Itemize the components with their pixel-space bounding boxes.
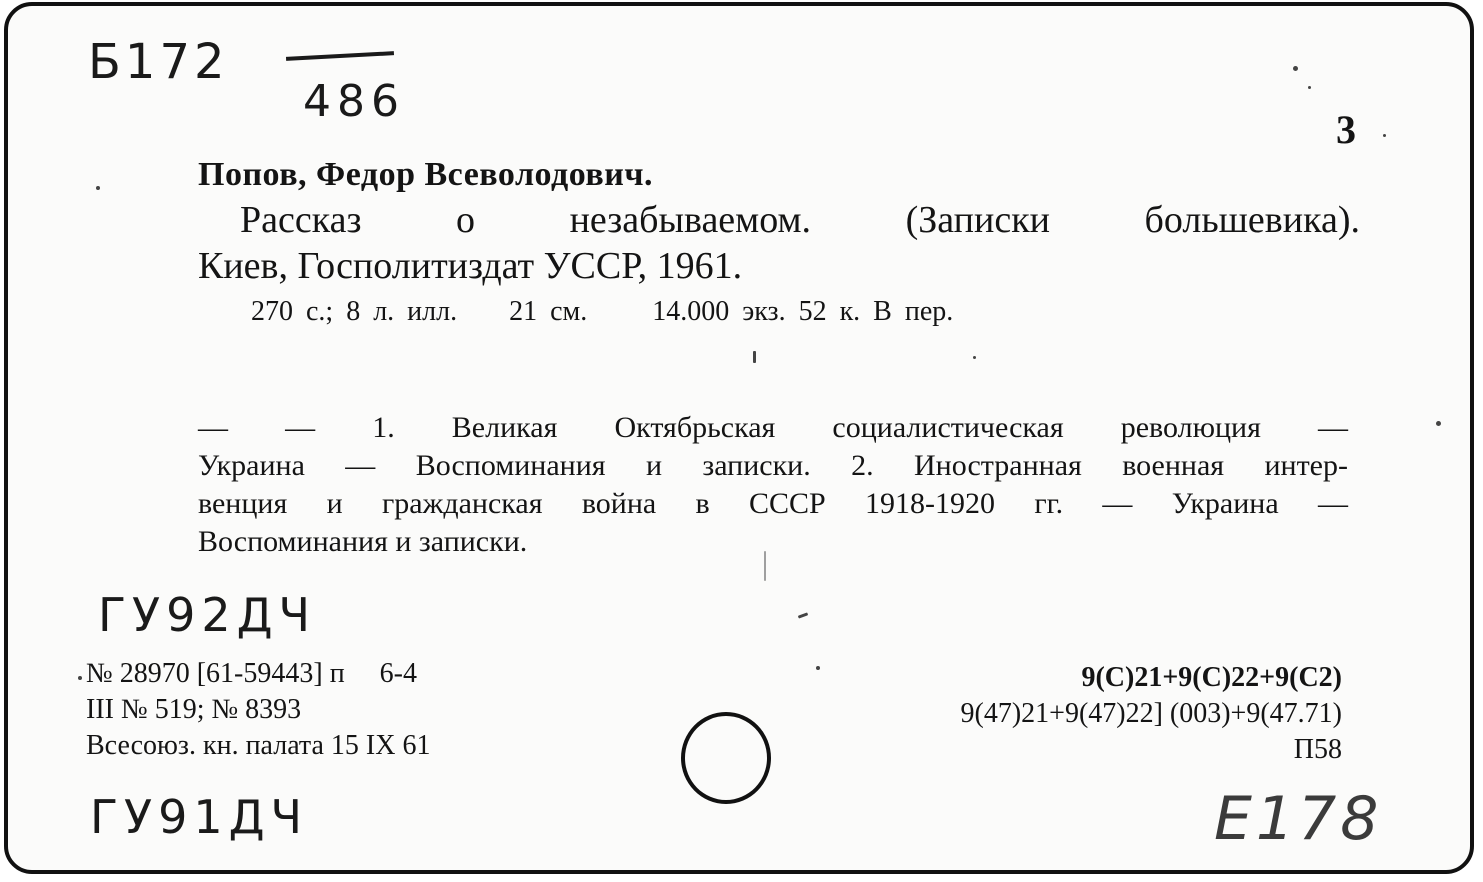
scan-speck [1383,134,1386,137]
handwritten-shelfmark-denominator: 486 [303,76,405,127]
subject-line-3: венция и гражданская война в СССР 1918-1920 гг. — Украина — [198,487,1348,520]
handwritten-code-bottom: ГУ91ДЧ [90,790,309,844]
scan-speck [798,612,808,618]
title-line-1 [240,198,1360,242]
physical-description: 270 с.; 8 л. илл. 21 см. 14.000 экз. 52 к. В пер. [251,296,954,327]
subject-line-2: Украина — Воспоминания и записки. 2. Иностранная военная интер- [198,449,1348,482]
subject-line-1: — — 1. Великая Октябрьская социалистическая революция — [198,411,1348,444]
title-word: незабываемом. [569,199,812,241]
title-word: (Записки [905,199,1050,241]
handwritten-corner-mark: Е178 [1214,784,1383,854]
scan-speck [973,356,976,359]
title-word: Рассказ [240,199,362,241]
title-line-2: Киев, Госполитиздат УССР, 1961. [198,245,743,287]
handwritten-fraction-line [286,51,394,61]
registration-line-1: № 28970 [61-59443] п 6-4 [86,658,417,689]
scan-speck [764,551,766,581]
scan-speck [1293,66,1298,71]
scan-speck [1436,421,1441,426]
author-heading: Попов, Федор Всеволодович. [198,156,654,193]
catalog-card [4,2,1474,874]
classification-line-1: 9(С)21+9(С)22+9(С2) [1081,662,1342,693]
registration-line-2: III № 519; № 8393 [86,694,302,725]
title-word: о [456,199,476,241]
handwritten-shelfmark: Б172 [88,34,229,90]
classification-line-3: П58 [1293,734,1342,765]
scan-speck [96,186,100,190]
card-number: 3 [1336,107,1356,152]
scan-speck [1308,86,1311,89]
scan-speck [78,676,82,680]
scan-speck [753,351,756,363]
scan-speck [816,666,820,670]
subject-line-4: Воспоминания и записки. [198,525,528,558]
title-word: большевика). [1144,199,1360,241]
classification-line-2: 9(47)21+9(47)22] (003)+9(47.71) [960,698,1342,729]
handwritten-code-middle: ГУ92ДЧ [98,588,317,642]
punch-hole [681,712,771,804]
registration-line-3: Всесоюз. кн. палата 15 IX 61 [86,730,431,761]
